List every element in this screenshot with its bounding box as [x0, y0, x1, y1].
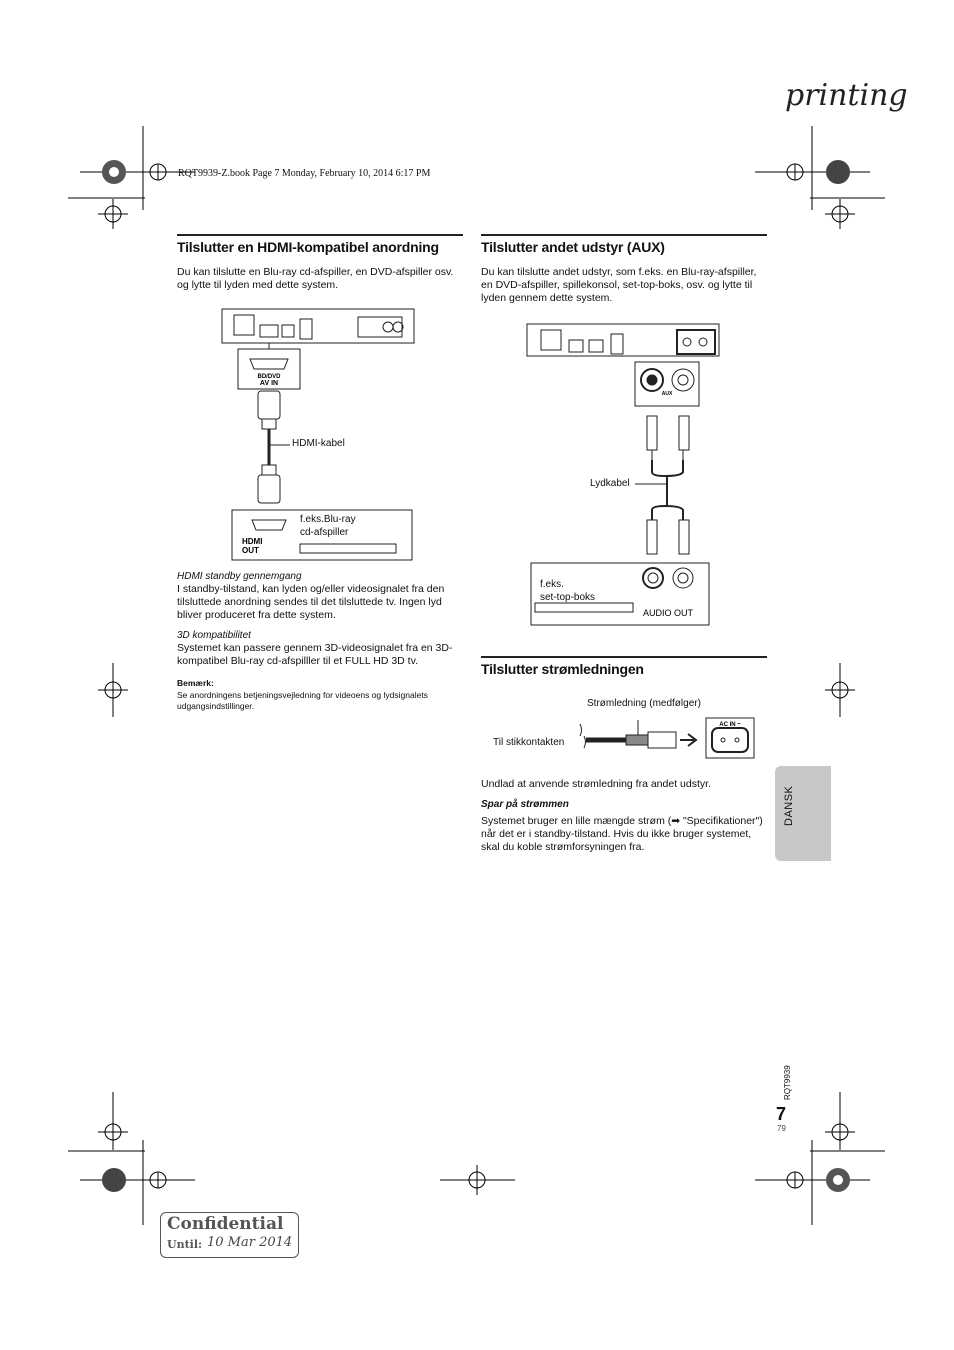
power-warning: Undlad at anvende strømledning fra andet udstyr.: [481, 778, 711, 790]
standby-text: I standby-tilstand, kan lyden og/eller videosignalet fra den tilsluttede anordning sendes til det tilsluttede tv. Ingen lyd bliver produceret fra dette system.: [177, 583, 445, 621]
aux-intro: Du kan tilslutte andet udstyr, som f.eks. en Blu-ray-afspiller, en DVD-afspiller, spillekonsol, set-top-boks, osv. og lytte til lyden gennem dette system.: [481, 266, 757, 304]
aux-label: AUX: [661, 391, 673, 397]
hdmi-intro: Du kan tilslutte en Blu-ray cd-afspiller, en DVD-afspiller osv. og lytte til lyden med dette system.: [177, 266, 454, 291]
until-label: Until:: [167, 1238, 203, 1251]
model-code: RQT9939: [783, 1065, 792, 1100]
note-title: Bemærk:: [177, 678, 214, 688]
save-title: Spar på strømmen: [481, 799, 569, 810]
confidential-title: Confidential: [167, 1214, 284, 1234]
hdmi-in-label-2: AV IN: [259, 380, 279, 387]
note-text: Se anordningens betjeningsvejledning for videoens og lydsignalets udgangsindstillinger.: [177, 690, 428, 711]
page-sub-number: 79: [777, 1124, 786, 1133]
page-number: 7: [776, 1104, 787, 1124]
language-tab: [775, 766, 831, 861]
standby-title: HDMI standby gennemgang: [177, 571, 302, 582]
hdmi-device-label-2: cd-afspiller: [300, 527, 349, 538]
power-cord-label: Strømledning (medfølger): [587, 698, 701, 709]
hdmi-device-label-1: f.eks.Blu-ray: [300, 514, 356, 525]
power-diagram: [578, 708, 758, 770]
3d-title: 3D kompatibilitet: [177, 630, 251, 641]
aux-device-label-2: set-top-boks: [540, 592, 596, 603]
3d-text: Systemet kan passere gennem 3D-videosignalet fra en 3D-kompatibel Blu-ray cd-afspilller til et FULL HD 3D tv.: [177, 642, 453, 667]
hdmi-out-label-1: HDMI: [242, 537, 263, 546]
language-label: DANSK: [783, 785, 795, 826]
hdmi-in-label-1: BD/DVD: [257, 374, 281, 380]
audio-out-label: AUDIO OUT: [642, 608, 694, 618]
until-date: 10 Mar 2014: [207, 1235, 293, 1250]
confidential-stamp: [160, 1212, 299, 1258]
aux-cable-label: Lydkabel: [590, 478, 630, 489]
hdmi-out-label-2: OUT: [242, 546, 259, 555]
ac-in-label: AC IN ~: [719, 722, 741, 728]
printing-mark: printing: [785, 78, 908, 113]
hdmi-section-title: Tilslutter en HDMI-kompatibel anordning: [177, 234, 463, 255]
save-text: Systemet bruger en lille mængde strøm (➡ "Specifikationer") når det er i standby-tilstand. Hvis du ikke bruger systemet, skal du koble strømforsyningen fra.: [481, 815, 763, 853]
aux-section-title: Tilslutter andet udstyr (AUX): [481, 234, 767, 255]
hdmi-cable-label: HDMI-kabel: [292, 438, 345, 449]
outlet-label: Til stikkontakten: [493, 737, 565, 748]
power-section-title: Tilslutter strømledningen: [481, 656, 767, 677]
aux-device-label-1: f.eks.: [540, 579, 564, 590]
book-line: RQT9939-Z.book Page 7 Monday, February 10, 2014 6:17 PM: [178, 168, 431, 179]
